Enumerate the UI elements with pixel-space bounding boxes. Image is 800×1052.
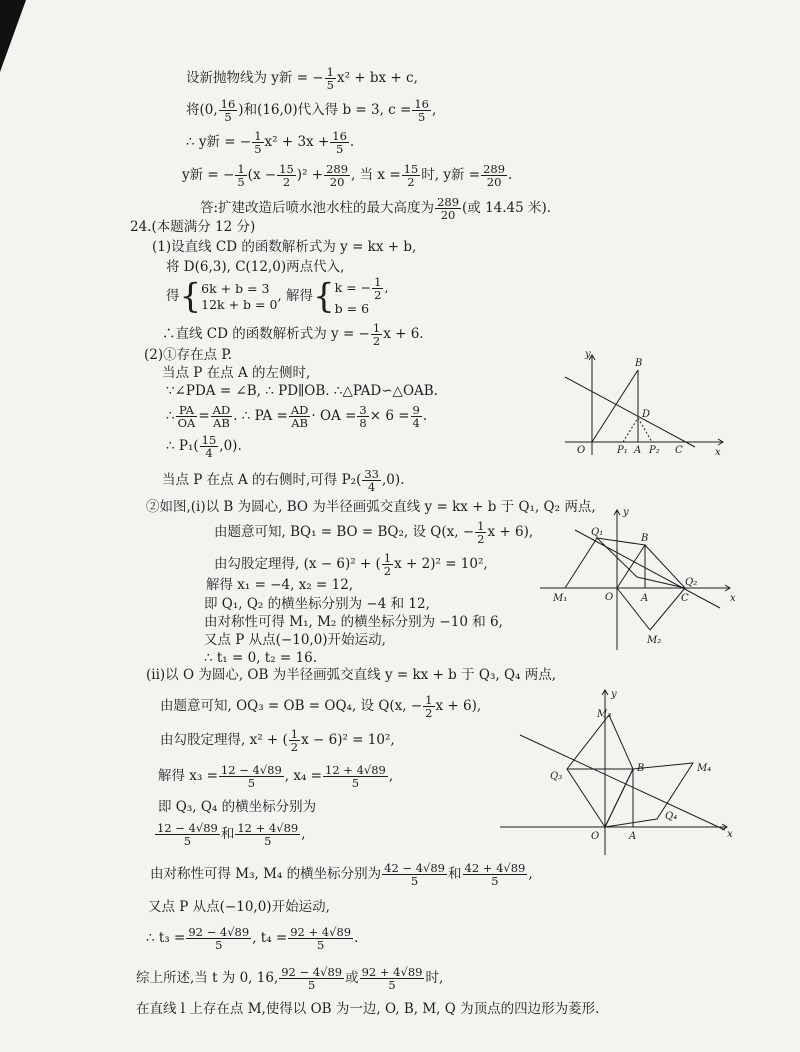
- line-case-ii-m-x: 由对称性可得 M₃, M₄ 的横坐标分别为 $\frac{42 - 4√89}{5}$ 和 $\frac{42 + 4√89}{5}$ ,: [150, 861, 533, 888]
- line-p1-coords: ∴ P₁( $\frac{15}{4}$ ,0).: [166, 433, 242, 460]
- fig1-label-a: A: [634, 445, 642, 456]
- line-part2-left-case: 当点 P 在点 A 的左侧时,: [162, 365, 311, 381]
- fig2-label-o: O: [605, 592, 614, 603]
- line-part2-ratio: ∴ $\frac{PA}{OA}$ = $\frac{AD}{AB}$ . ∴ PA = $\frac{AD}{AB}$ · OA = $\frac{3}{8}$ × 6 = $\frac{9}{4}$ .: [166, 403, 428, 430]
- line-case-i-start: 又点 P 从点(−10,0)开始运动,: [204, 632, 386, 648]
- line-case-ii-t: ∴ t₃ = $\frac{92 - 4√89}{5}$ , t₄ = $\frac{92 + 4√89}{5}$ .: [146, 925, 359, 952]
- line-parabola-result: ∴ y新 = − $\frac{1}{5}$ x² + 3x + $\frac{16}{5}$ .: [186, 129, 355, 156]
- fig1-label-p2: P₂: [649, 445, 660, 456]
- fig3-label-x: x: [727, 829, 733, 840]
- fig2-label-c: C: [681, 593, 689, 604]
- fig2-label-x: x: [730, 593, 736, 604]
- line-substitute-points: 将(0, $\frac{16}{5}$ )和(16,0)代入得 b = 3, c = $\frac{16}{5}$ ,: [186, 97, 437, 124]
- line-case-i-m-x: 由对称性可得 M₁, M₂ 的横坐标分别为 −10 和 6,: [204, 614, 503, 630]
- fig1-label-c: C: [675, 445, 683, 456]
- fig3-label-o: O: [591, 831, 600, 842]
- line-p2-coords: 当点 P 在点 A 的右侧时,可得 P₂( $\frac{33}{4}$ ,0).: [162, 467, 405, 494]
- fig3-label-q3: Q₃: [550, 771, 563, 782]
- line-part1-setup: (1)设直线 CD 的函数解析式为 y = kx + b,: [152, 239, 417, 255]
- line-conclusion-rhombus: 在直线 l 上存在点 M,使得以 OB 为一边, O, B, M, Q 为顶点的四边形为菱形.: [136, 1001, 600, 1017]
- figure-3-diagram: [495, 685, 745, 860]
- line-vertex-form: y新 = − $\frac{1}{5}$ (x − $\frac{15}{2}$ )² + $\frac{289}{20}$ , 当 x = $\frac{15}{2}$ 时, y新 = $\frac{289}{20}$ .: [182, 162, 513, 189]
- fig2-label-m2: M₂: [647, 635, 662, 646]
- fig2-label-q1: Q₁: [591, 527, 604, 538]
- figure-1-diagram: [555, 345, 730, 460]
- scan-shadow-corner: [0, 0, 26, 72]
- line-case-ii-pythag: 由勾股定理得, x² + ( $\frac{1}{2}$ x − 6)² = 10²,: [160, 727, 395, 754]
- fig2-label-q2: Q₂: [685, 577, 698, 588]
- question-24-heading: 24.(本题满分 12 分): [130, 219, 256, 235]
- line-parabola-setup: 设新抛物线为 y新 = − $\frac{1}{5}$ x² + bx + c,: [186, 65, 418, 92]
- fig1-label-y: y: [585, 349, 591, 360]
- line-case-i-intro: ②如图,(i)以 B 为圆心, BO 为半径画弧交直线 y = kx + b 于 Q₁, Q₂ 两点,: [146, 499, 596, 515]
- line-case-ii-equal: 由题意可知, OQ₃ = OB = OQ₄, 设 Q(x, − $\frac{1}{2}$ x + 6),: [160, 693, 482, 720]
- line-case-i-q-x: 即 Q₁, Q₂ 的横坐标分别为 −4 和 12,: [204, 596, 430, 612]
- line-case-ii-start: 又点 P 从点(−10,0)开始运动,: [148, 899, 330, 915]
- line-part1-system: 得{6k + b = 3 12k + b = 0, 解得{k = − $\frac{1}{2}$ , b = 6: [166, 275, 389, 317]
- fig1-label-o: O: [577, 445, 586, 456]
- fig2-label-a: A: [641, 593, 649, 604]
- line-case-i-pythag: 由勾股定理得, (x − 6)² + ( $\frac{1}{2}$ x + 2)² = 10²,: [214, 551, 488, 578]
- fig3-label-m4: M₄: [697, 763, 712, 774]
- line-part1-substitute: 将 D(6,3), C(12,0)两点代入,: [166, 259, 345, 275]
- line-part2-similar: ∵∠PDA = ∠B, ∴ PD∥OB. ∴△PAD∽△OAB.: [166, 383, 438, 399]
- line-part2-exists: (2)①存在点 P.: [144, 347, 233, 363]
- line-case-ii-intro: (ii)以 O 为圆心, OB 为半径画弧交直线 y = kx + b 于 Q₃, Q₄ 两点,: [146, 667, 557, 683]
- line-case-i-t: ∴ t₁ = 0, t₂ = 16.: [204, 650, 317, 666]
- line-case-i-equal: 由题意可知, BQ₁ = BO = BQ₂, 设 Q(x, − $\frac{1}{2}$ x + 6),: [214, 519, 534, 546]
- fig3-label-m3: M₃: [597, 709, 612, 720]
- fig3-label-y: y: [611, 689, 617, 700]
- fig2-label-m1: M₁: [553, 593, 568, 604]
- fig1-label-b: B: [635, 358, 643, 369]
- line-answer: 答:扩建改造后喷水池水柱的最大高度为 $\frac{289}{20}$ (或 14.45 米).: [200, 195, 552, 222]
- line-case-ii-q-x: 即 Q₃, Q₄ 的横坐标分别为: [158, 799, 317, 815]
- figure-2-diagram: [535, 505, 745, 655]
- line-conclusion: 综上所述,当 t 为 0, 16, $\frac{92 - 4√89}{5}$ 或 $\frac{92 + 4√89}{5}$ 时,: [136, 965, 444, 992]
- line-case-ii-solve: 解得 x₃ = $\frac{12 - 4√89}{5}$ , x₄ = $\frac{12 + 4√89}{5}$ ,: [158, 763, 394, 790]
- fig2-label-y: y: [623, 507, 629, 518]
- fig1-label-p1: P₁: [617, 445, 628, 456]
- fig3-label-q4: Q₄: [665, 811, 678, 822]
- fig1-label-x: x: [715, 447, 721, 458]
- fig3-label-a: A: [629, 831, 637, 842]
- fig3-label-b: B: [637, 763, 645, 774]
- line-part1-result: ∴直线 CD 的函数解析式为 y = − $\frac{1}{2}$ x + 6.: [162, 321, 424, 348]
- line-case-ii-q-values: $\frac{12 - 4√89}{5}$ 和 $\frac{12 + 4√89}{5}$ ,: [157, 821, 306, 848]
- fig1-label-d: D: [642, 409, 651, 420]
- fig2-label-b: B: [641, 533, 649, 544]
- line-case-i-solve: 解得 x₁ = −4, x₂ = 12,: [206, 577, 354, 593]
